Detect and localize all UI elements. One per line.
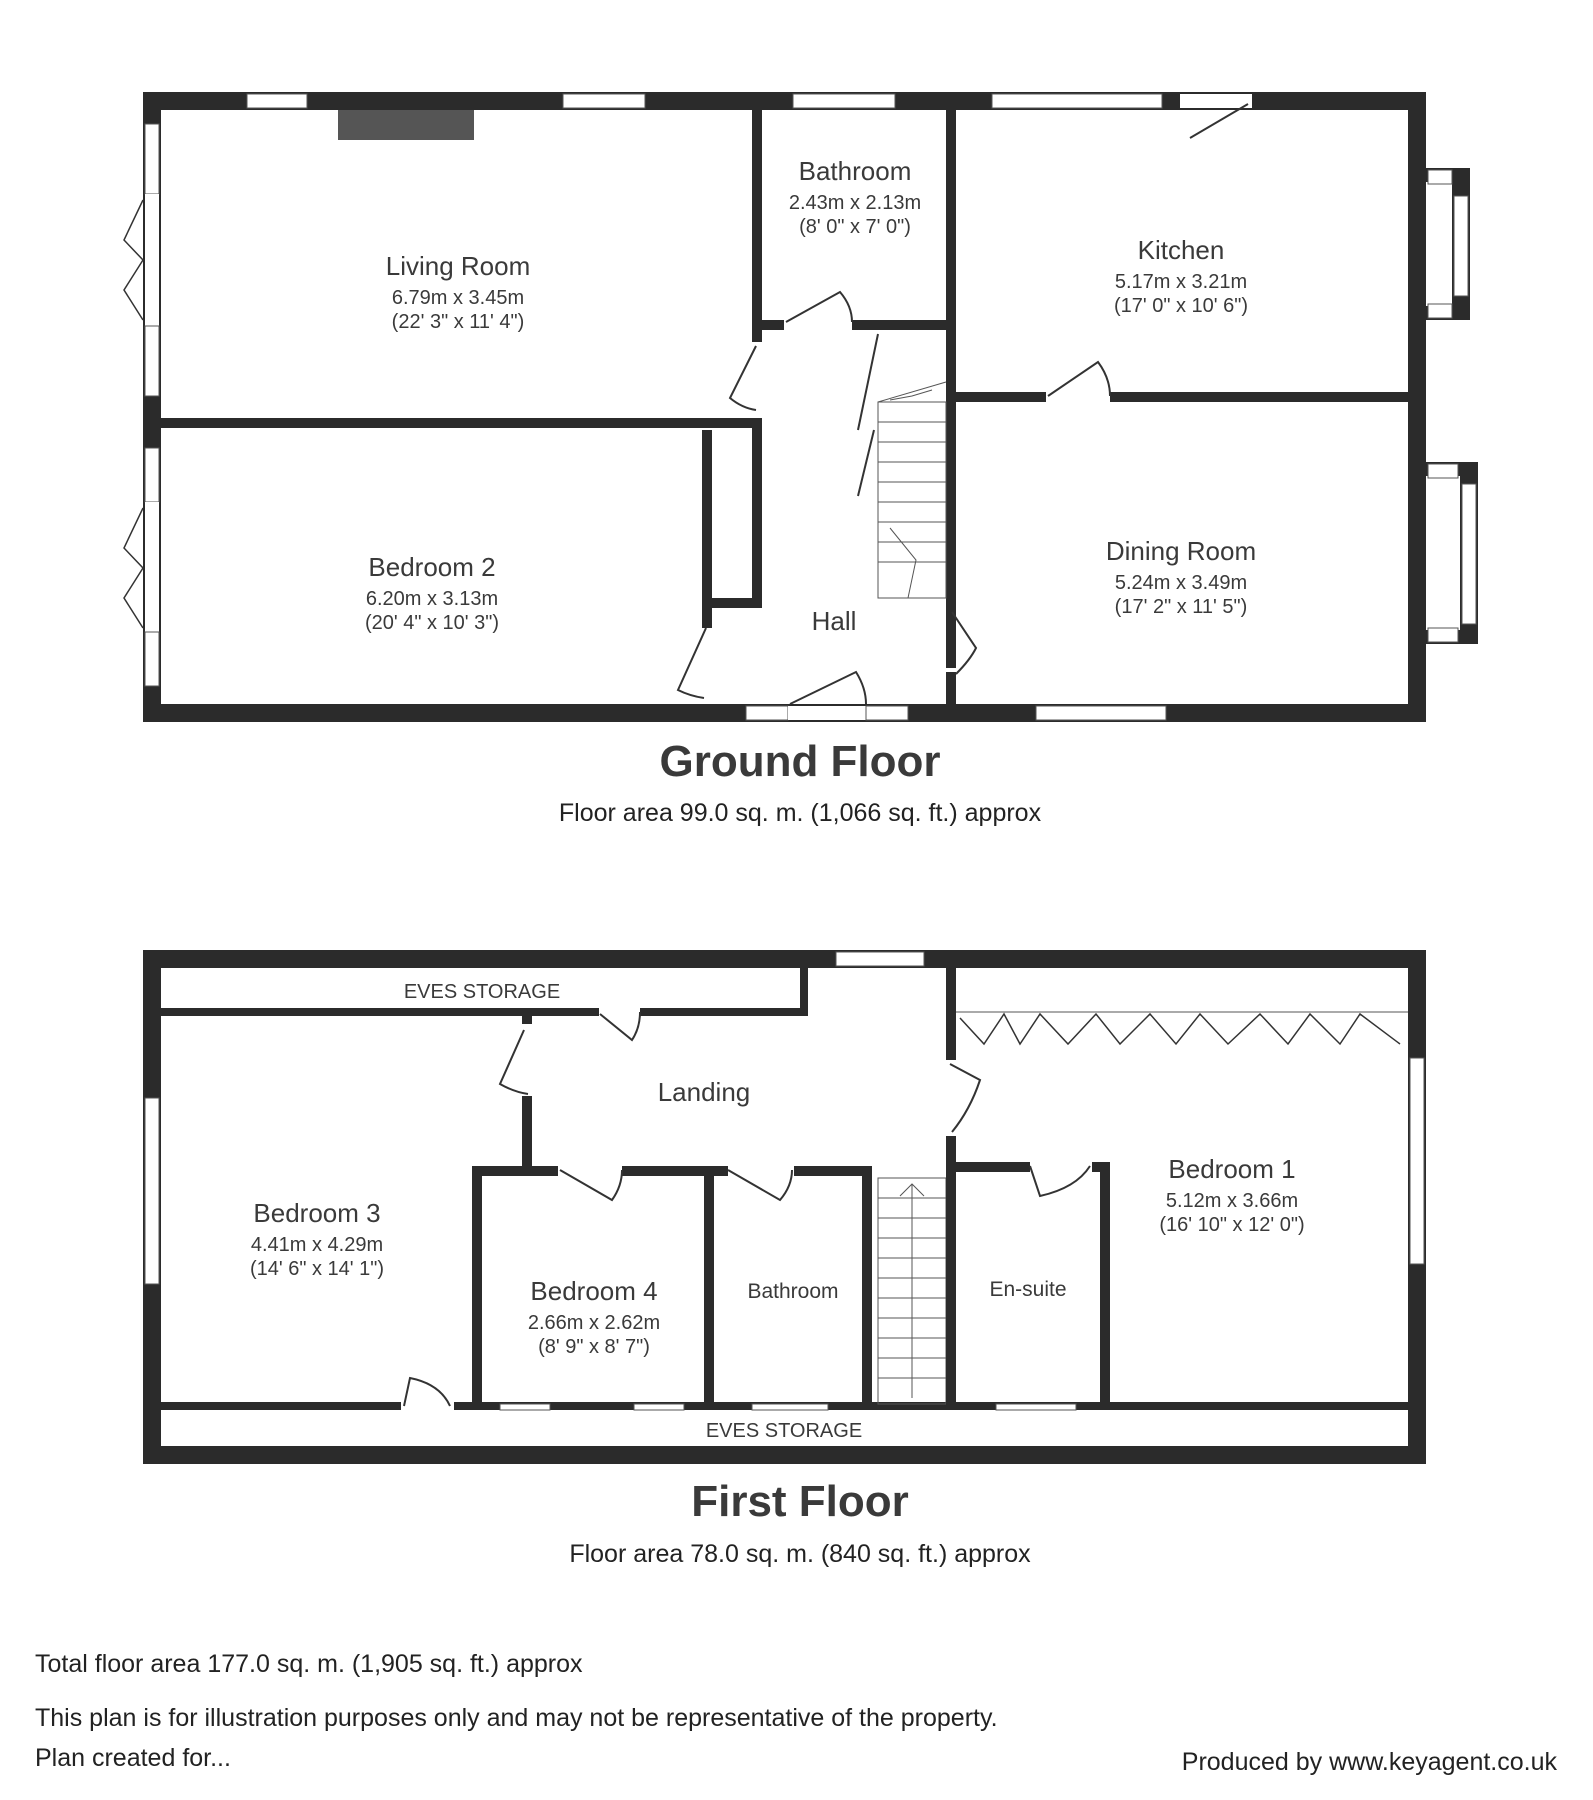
gf-dining-hall-lower bbox=[946, 672, 956, 704]
gf-window bbox=[1428, 628, 1458, 642]
gf-door-swing bbox=[786, 292, 852, 322]
gf-bedroom2-door-jamb bbox=[702, 600, 712, 628]
ff-eves-bottom-wall-a bbox=[161, 1402, 401, 1410]
ff-door-swing bbox=[950, 1064, 980, 1132]
ff-window bbox=[500, 1404, 550, 1410]
gf-bedroom2-closet-side bbox=[702, 430, 712, 598]
gf-window bbox=[145, 124, 159, 194]
gf-door-swing bbox=[730, 346, 756, 410]
disclaimer-text: This plan is for illustration purposes only and may not be representative of the property. bbox=[35, 1704, 998, 1732]
ff-bedroom4-west-wall bbox=[472, 1166, 482, 1406]
bedroom-2-metric: 6.20m x 3.13m bbox=[365, 588, 499, 610]
ff-south-wall bbox=[143, 1446, 1426, 1464]
gf-bedroom2-hall-wall bbox=[752, 418, 762, 606]
gf-door-opening bbox=[1180, 94, 1252, 108]
ff-window bbox=[1410, 1058, 1424, 1264]
gf-bathroom-south-a bbox=[752, 320, 784, 330]
ff-door-swing bbox=[500, 1030, 528, 1094]
living-room-imperial: (22' 3" x 11' 4") bbox=[391, 311, 525, 333]
gf-french-door-opening bbox=[145, 194, 159, 326]
dining-room-name: Dining Room bbox=[1105, 536, 1257, 566]
ff-wardrobe-doors bbox=[960, 1014, 1400, 1044]
ground-floor-plan bbox=[124, 92, 1478, 827]
kitchen-metric: 5.17m x 3.21m bbox=[1114, 271, 1248, 293]
produced-by-credit: Produced by www.keyagent.co.uk bbox=[1181, 1748, 1557, 1776]
gf-bathroom-south-b bbox=[852, 320, 956, 330]
gf-bathroom-west-wall bbox=[752, 110, 762, 324]
bedroom-4-imperial: (8' 9" x 8' 7") bbox=[538, 1336, 650, 1358]
gf-door-swing bbox=[858, 334, 878, 430]
gf-living-bedroom2-wall bbox=[161, 418, 758, 428]
first-floor-title: First Floor bbox=[691, 1477, 909, 1526]
plan-created-for: Plan created for... bbox=[35, 1744, 231, 1772]
ff-eves-top-wall-b bbox=[640, 1008, 808, 1016]
ff-ensuite-east-wall bbox=[1100, 1162, 1110, 1406]
kitchen-imperial: (17' 0" x 10' 6") bbox=[1113, 295, 1249, 317]
bedroom-1-imperial: (16' 10" x 12' 0") bbox=[1159, 1214, 1305, 1236]
ff-bedroom4-north-a bbox=[472, 1166, 558, 1176]
bedroom-2-name: Bedroom 2 bbox=[368, 552, 496, 582]
gf-kitchen-dining-a bbox=[956, 392, 1046, 402]
gf-window bbox=[1428, 304, 1452, 318]
fireplace bbox=[338, 110, 474, 140]
gf-front-door-swing bbox=[790, 672, 866, 704]
gf-window bbox=[866, 706, 908, 720]
gf-door-swing bbox=[1048, 362, 1110, 396]
gf-window bbox=[746, 706, 788, 720]
gf-window bbox=[793, 94, 895, 108]
ff-door-swing bbox=[404, 1378, 450, 1406]
ff-landing-bedroom1-wall-b bbox=[946, 1136, 956, 1406]
bedroom-1-name: Bedroom 1 bbox=[1168, 1154, 1296, 1184]
ff-bathroom-name: Bathroom bbox=[747, 1280, 839, 1303]
ff-eves-top-wall-a bbox=[161, 1008, 599, 1016]
gf-door-swing bbox=[858, 430, 874, 496]
bedroom-2-imperial: (20' 4" x 10' 3") bbox=[364, 612, 500, 634]
gf-window bbox=[563, 94, 645, 108]
gf-french-door-swing bbox=[124, 200, 143, 320]
ff-bathroom-north-b bbox=[794, 1166, 866, 1176]
bedroom-3-metric: 4.41m x 4.29m bbox=[250, 1234, 384, 1256]
ff-bathroom-north-a bbox=[714, 1166, 728, 1176]
gf-window bbox=[145, 632, 159, 686]
gf-window bbox=[1036, 706, 1166, 720]
ff-window bbox=[996, 1404, 1076, 1410]
gf-bathroom-kitchen-wall bbox=[946, 110, 956, 668]
gf-window bbox=[992, 94, 1162, 108]
bedroom-3-imperial: (14' 6" x 14' 1") bbox=[249, 1258, 385, 1280]
gf-bathroom-metric: 2.43m x 2.13m bbox=[788, 192, 922, 214]
en-suite-name: En-suite bbox=[989, 1278, 1067, 1301]
dining-room-imperial: (17' 2" x 11' 5") bbox=[1114, 596, 1248, 618]
ff-window bbox=[145, 1098, 159, 1284]
kitchen-name: Kitchen bbox=[1137, 235, 1225, 265]
gf-kitchen-dining-b bbox=[1110, 392, 1408, 402]
first-floor-area: Floor area 78.0 sq. m. (840 sq. ft.) approx bbox=[569, 1540, 1031, 1568]
ground-floor-title: Ground Floor bbox=[659, 737, 941, 786]
total-floor-area: Total floor area 177.0 sq. m. (1,905 sq. ft.) approx bbox=[35, 1650, 583, 1678]
ff-bedroom4-north-b bbox=[622, 1166, 714, 1176]
dining-room-metric: 5.24m x 3.49m bbox=[1114, 572, 1248, 594]
ff-landing-bedroom3-wall bbox=[522, 1096, 532, 1168]
bedroom-4-name: Bedroom 4 bbox=[530, 1276, 658, 1306]
gf-window bbox=[1462, 484, 1476, 624]
ff-eves-bottom-wall-b bbox=[454, 1402, 1408, 1410]
ff-door-swing bbox=[1030, 1166, 1090, 1196]
gf-front-door-opening bbox=[788, 706, 866, 720]
living-room-metric: 6.79m x 3.45m bbox=[391, 287, 525, 309]
ff-bathroom-east-wall bbox=[862, 1166, 872, 1406]
ff-landing-bedroom1-wall-a bbox=[946, 968, 956, 1060]
gf-french-door-opening bbox=[145, 502, 159, 632]
ff-landing-stub bbox=[522, 1016, 532, 1024]
ff-eves-top-end bbox=[800, 968, 808, 1016]
ff-door-swing bbox=[728, 1170, 792, 1200]
hall-name: Hall bbox=[811, 606, 857, 636]
ff-window bbox=[752, 1404, 828, 1410]
ff-window bbox=[634, 1404, 684, 1410]
eves-storage-bottom-name: EVES STORAGE bbox=[705, 1420, 863, 1442]
bedroom-4-metric: 2.66m x 2.62m bbox=[527, 1312, 661, 1334]
ff-door-swing bbox=[560, 1170, 622, 1200]
ff-window bbox=[836, 952, 924, 966]
gf-window bbox=[1428, 464, 1458, 478]
gf-window bbox=[1454, 196, 1468, 296]
landing-name: Landing bbox=[657, 1077, 751, 1107]
gf-french-door-swing bbox=[124, 508, 143, 628]
gf-window bbox=[145, 326, 159, 396]
eves-storage-top-name: EVES STORAGE bbox=[403, 981, 561, 1003]
bedroom-3-name: Bedroom 3 bbox=[253, 1198, 381, 1228]
ff-bedroom4-east-wall bbox=[704, 1166, 714, 1406]
ff-staircase bbox=[878, 1178, 946, 1404]
ff-door-swing bbox=[600, 1012, 640, 1040]
gf-window bbox=[145, 448, 159, 502]
ground-floor-area: Floor area 99.0 sq. m. (1,066 sq. ft.) approx bbox=[558, 799, 1042, 827]
bedroom-1-metric: 5.12m x 3.66m bbox=[1165, 1190, 1299, 1212]
gf-door-swing bbox=[678, 628, 706, 698]
gf-window bbox=[1428, 170, 1452, 184]
living-room-name: Living Room bbox=[385, 251, 531, 281]
ff-north-wall bbox=[143, 950, 1426, 968]
gf-bathroom-name: Bathroom bbox=[798, 156, 912, 186]
first-floor-plan bbox=[143, 950, 1426, 1568]
gf-bathroom-imperial: (8' 0" x 7' 0") bbox=[799, 216, 911, 238]
gf-window bbox=[247, 94, 307, 108]
gf-east-wall bbox=[1408, 92, 1426, 722]
ff-ensuite-north-a bbox=[956, 1162, 1030, 1172]
gf-staircase bbox=[878, 382, 946, 598]
